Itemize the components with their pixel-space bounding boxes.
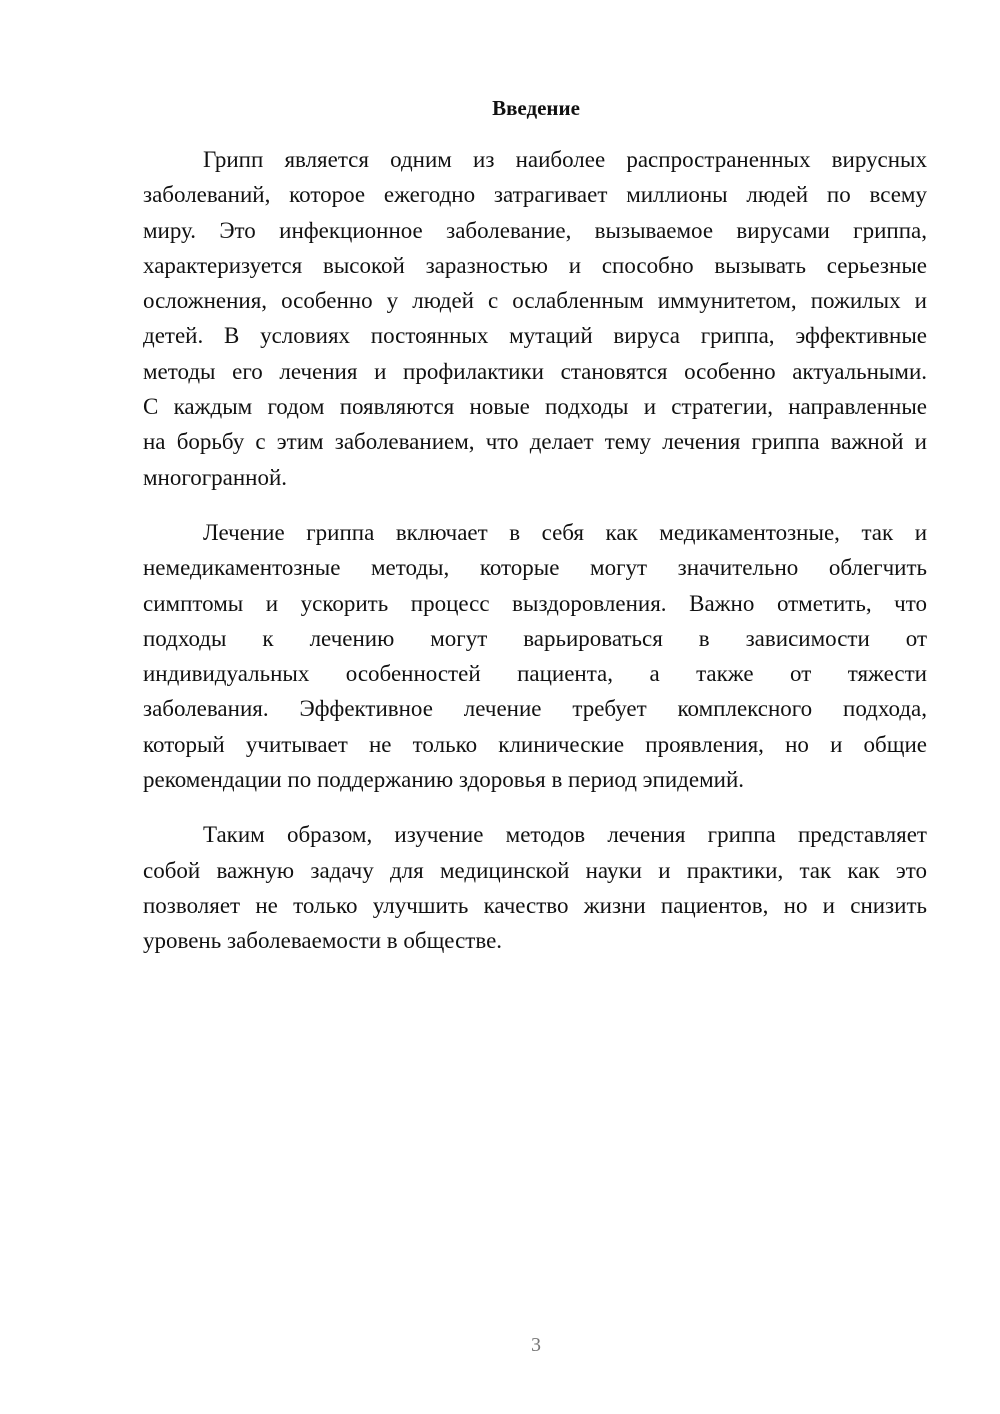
text-line: заболевания. Эффективное лечение требует комплексного подхода, <box>143 696 927 722</box>
text-line: который учитывает не только клинические проявления, но и общие <box>143 731 927 757</box>
page-number: 3 <box>531 1334 541 1356</box>
paragraph <box>143 142 927 495</box>
document-body <box>143 142 927 979</box>
paragraph <box>143 515 927 797</box>
text-line: подходы к лечению могут варьироваться в зависимости от <box>143 625 927 651</box>
section-title: Введение <box>492 96 580 120</box>
text-line: Таким образом, изучение методов лечения гриппа представляет <box>203 822 927 848</box>
text-line: характеризуется высокой заразностью и способно вызывать серьезные <box>143 252 927 278</box>
text-line: заболеваний, которое ежегодно затрагивает миллионы людей по всему <box>143 182 927 208</box>
text-line: осложнения, особенно у людей с ослабленным иммунитетом, пожилых и <box>143 288 927 314</box>
text-line: С каждым годом появляются новые подходы и стратегии, направленные <box>143 394 927 420</box>
text-line: на борьбу с этим заболеванием, что делает тему лечения гриппа важной и <box>143 429 927 455</box>
text-line: детей. В условиях постоянных мутаций вируса гриппа, эффективные <box>143 323 927 349</box>
text-line: собой важную задачу для медицинской науки и практики, так как это <box>143 857 927 883</box>
text-line: методы его лечения и профилактики становятся особенно актуальными. <box>143 358 927 384</box>
text-line: симптомы и ускорить процесс выздоровления. Важно отметить, что <box>143 590 927 616</box>
text-line: немедикаментозные методы, которые могут значительно облегчить <box>143 555 927 581</box>
text-line: миру. Это инфекционное заболевание, вызываемое вирусами гриппа, <box>143 217 927 243</box>
text-line: Грипп является одним из наиболее распространенных вирусных <box>203 147 927 172</box>
text-line: индивидуальных особенностей пациента, а также от тяжести <box>143 661 927 687</box>
text-line: позволяет не только улучшить качество жизни пациентов, но и снизить <box>143 892 927 918</box>
text-line: уровень заболеваемости в обществе. <box>143 928 503 954</box>
text-line: рекомендации по поддержанию здоровья в период эпидемий. <box>143 767 744 793</box>
text-line: Лечение гриппа включает в себя как медикаментозные, так и <box>203 519 927 545</box>
paragraph <box>143 817 927 958</box>
text-line: многогранной. <box>143 464 288 490</box>
